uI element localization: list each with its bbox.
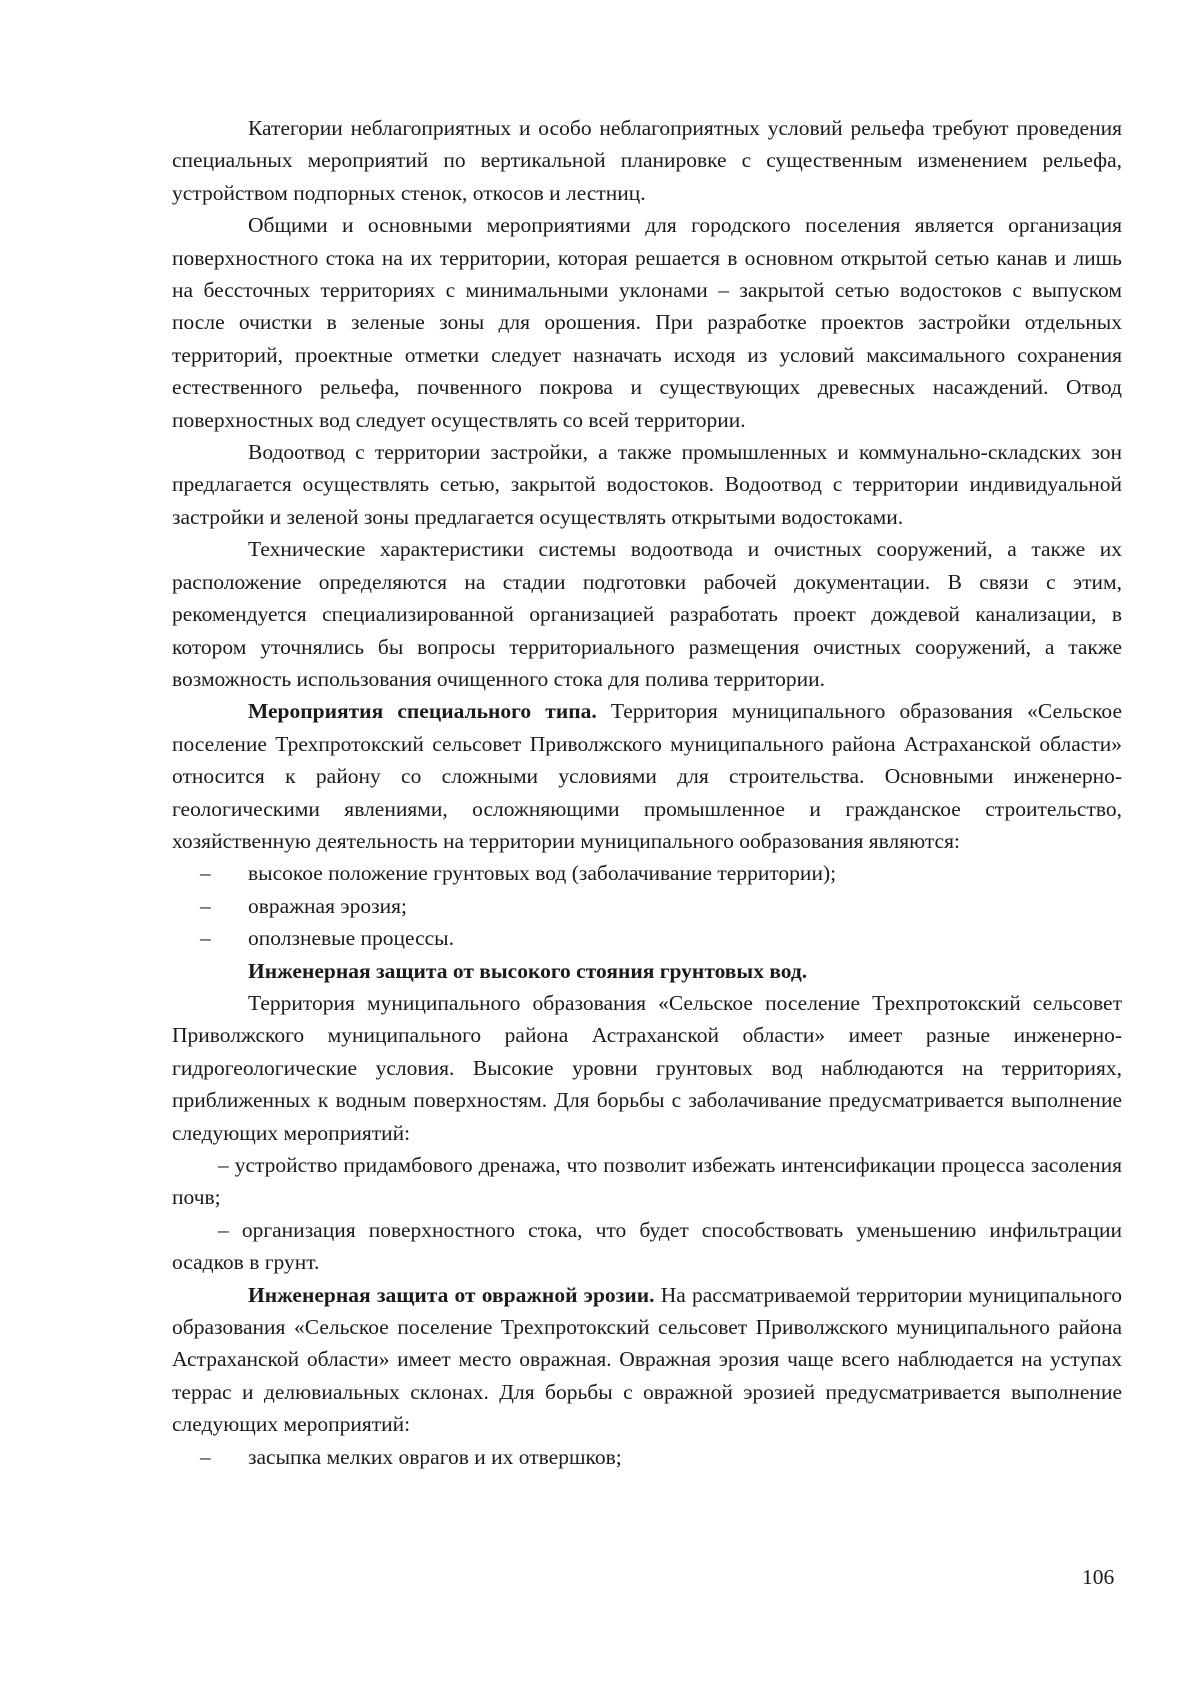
paragraph-relief-categories: Категории неблагоприятных и особо неблагоприятных условий рельефа требуют проведения специальных мероприятий по вертикальной планировке с существенным изменением рельефа, устройством подпорных стенок, откосов и лестниц. bbox=[172, 116, 1122, 205]
page-number: 106 bbox=[1082, 1565, 1115, 1589]
paragraph-surface-runoff: Общими и основными мероприятиями для городского поселения является организация поверхностного стока на их территории, которая решается в основном открытой сетью канав и лишь на бессточных территориях с минимальными уклонами – закрытой сетью водостоков с выпуском после очистки в зеленые зоны для орошения. При разработке проектов застройки отдельных территорий, проектные отметки следует назначать исходя из условий максимального сохранения естественного рельефа, почвенного покрова и существующих древесных насаждений. Отвод поверхностных вод следует осуществлять со всей территории. bbox=[172, 213, 1122, 432]
dash-marker: – bbox=[200, 861, 211, 886]
groundwater-protection-heading: Инженерная защита от высокого стояния грунтовых вод. bbox=[248, 958, 808, 983]
paragraph-groundwater: Территория муниципального образования «Сельское поселение Трехпротокский сельсовет Приволжского муниципального района Астраханской области» имеет разные инженерно-гидрогеологические условия. Высокие уровни грунтовых вод наблюдаются на территориях, приближенных к водным поверхностям. Для борьбы с заболачивание предусматривается выполнение следующих мероприятий: bbox=[172, 990, 1122, 1145]
document-page bbox=[172, 112, 1122, 1473]
sub-item-drainage: – устройство придамбового дренажа, что позволит избежать интенсификации процесса засоления почв; bbox=[172, 1153, 1122, 1210]
sub-item-runoff: – организация поверхностного стока, что будет способствовать уменьшению инфильтрации осадков в грунт. bbox=[172, 1217, 1122, 1275]
list-item bbox=[172, 857, 1122, 889]
ravine-erosion-heading: Инженерная защита от овражной эрозии. bbox=[248, 1282, 655, 1307]
list-item bbox=[172, 890, 1122, 922]
dash-marker: – bbox=[200, 926, 211, 951]
paragraph-ravine-erosion bbox=[172, 1279, 1122, 1441]
list-item bbox=[172, 922, 1122, 954]
paragraph-technical-characteristics: Технические характеристики системы водоотвода и очистных сооружений, а также их расположение определяются на стадии подготовки рабочей документации. В связи с этим, рекомендуется специализированной организацией разработать проект дождевой канализации, в котором уточнялись бы вопросы территориального размещения очистных сооружений, а также возможность использования очищенного стока для полива территории. bbox=[172, 537, 1122, 691]
list-item-text: оползневые процессы. bbox=[248, 926, 455, 951]
list-item-text: засыпка мелких оврагов и их отвершков; bbox=[248, 1444, 622, 1469]
paragraph-drainage: Водоотвод с территории застройки, а также промышленных и коммунально-складских зон предлагается осуществлять сетью, закрытой водостоков. Водоотвод с территории индивидуальной застройки и зеленой зоны предлагается осуществлять открытыми водостоками. bbox=[172, 440, 1122, 529]
paragraph-special-measures bbox=[172, 695, 1122, 857]
special-measures-text: Территория муниципального образования «Сельское поселение Трехпротокский сельсовет Приволжского муниципального района Астраханской области» относится к району со сложными условиями для строительства. Основными инженерно-геологическими явлениями, осложняющими промышленное и гражданское строительство, хозяйственную деятельность на территории муниципального ообразования являются: bbox=[172, 699, 1122, 853]
ravine-erosion-text: На рассматриваемой территории муниципального образования «Сельское поселение Трехпротокский сельсовет Приволжского муниципального района Астраханской области» имеет место овражная. Овражная эрозия чаще всего наблюдается на уступах террас и делювиальных склонах. Для борьбы с овражной эрозией предусматривается выполнение следующих мероприятий: bbox=[172, 1282, 1122, 1437]
dash-marker: – bbox=[200, 1444, 211, 1469]
dash-marker: – bbox=[200, 893, 211, 918]
list-item-text: овражная эрозия; bbox=[248, 893, 407, 918]
list-item-text: высокое положение грунтовых вод (заболачивание территории); bbox=[248, 861, 837, 886]
special-measures-heading: Мероприятия специального типа. bbox=[248, 699, 597, 724]
list-item bbox=[172, 1441, 1122, 1473]
